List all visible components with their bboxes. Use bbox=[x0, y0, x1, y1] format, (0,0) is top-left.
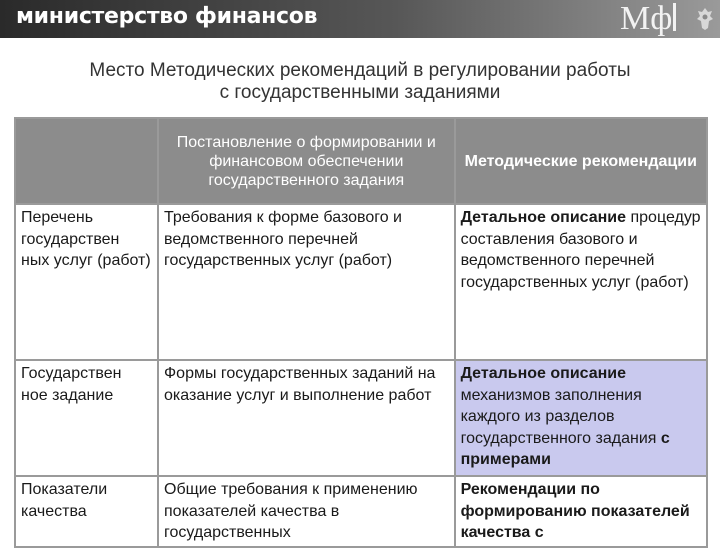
header-cell-decree: Постановление о формировании и финансовом обеспечении государственного задания bbox=[158, 118, 455, 204]
rec-text: процедур составления базового и ведомственного перечней государственных услуг (работ) bbox=[460, 209, 701, 291]
rec-text: механизмов заполнения каждого из разделов государственного задания bbox=[460, 386, 661, 447]
row-recommendation-state-task bbox=[455, 360, 707, 476]
row-label-state-task: Государствен ное задание bbox=[15, 360, 158, 476]
header-cell-empty bbox=[15, 118, 158, 204]
logo-text: Мф bbox=[620, 0, 673, 37]
page-title bbox=[0, 60, 720, 104]
table-header-row bbox=[15, 118, 707, 204]
row-decree-services-list: Требования к форме базового и ведомственного перечней государственных услуг (работ) bbox=[158, 204, 455, 360]
rec-bold-end: с примерами bbox=[460, 429, 670, 468]
row-recommendation-services-list bbox=[455, 204, 707, 360]
row-decree-quality: Общие требования к применению показателей качества в государственных bbox=[158, 476, 455, 547]
row-label-quality: Показатели качества bbox=[15, 476, 158, 547]
row-decree-state-task: Формы государственных заданий на оказание услуг и выполнение работ bbox=[158, 360, 455, 476]
table-row bbox=[15, 476, 707, 547]
header-cell-recommendations: Методические рекомендации bbox=[455, 118, 707, 204]
header-bar bbox=[0, 0, 720, 38]
ministry-logo bbox=[620, 0, 692, 38]
title-line-2: с государственными заданиями bbox=[219, 82, 501, 103]
table-row bbox=[15, 204, 707, 360]
logo-bar bbox=[673, 3, 676, 31]
row-label-services-list: Перечень государствен ных услуг (работ) bbox=[15, 204, 158, 360]
table-row bbox=[15, 360, 707, 476]
rec-bold: Детальное описание bbox=[460, 365, 627, 382]
ministry-name: министерство финансов bbox=[16, 4, 318, 29]
comparison-table bbox=[14, 117, 708, 548]
rec-bold: Детальное описание bbox=[460, 209, 627, 226]
title-line-1: Место Методических рекомендаций в регулировании работы bbox=[89, 60, 631, 81]
rec-bold: Рекомендации по формированию показателей качества с bbox=[460, 481, 690, 541]
row-recommendation-quality bbox=[455, 476, 707, 547]
eagle-emblem-icon bbox=[696, 6, 714, 32]
